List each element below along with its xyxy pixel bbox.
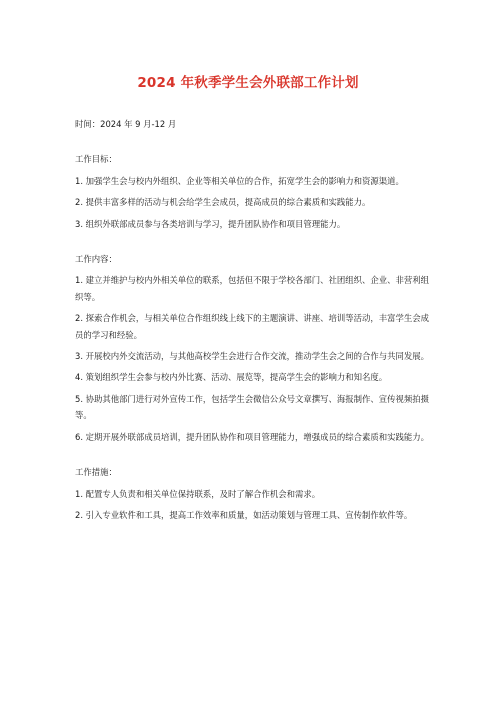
content-item: 1. 建立并维护与校内外相关单位的联系，包括但不限于学校各部门、社团组织、企业、非营利组织等。 [75, 275, 430, 302]
content-item: 4. 策划组织学生会参与校内外比赛、活动、展览等，提高学生会的影响力和知名度。 [75, 372, 388, 383]
document-body [75, 116, 431, 528]
time-range: 时间：2024 年 9 月-12 月 [75, 119, 177, 129]
measure-item: 1. 配置专人负责和相关单位保持联系，及时了解合作机会和需求。 [75, 488, 321, 499]
content-item: 3. 开展校内外交流活动，与其他高校学生会进行合作交流，推动学生会之间的合作与共同发展。 [75, 351, 430, 362]
section-heading-content: 工作内容： [75, 254, 117, 265]
goal-item: 3. 组织外联部成员参与各类培训与学习，提升团队协作和项目管理能力。 [75, 218, 346, 229]
section-spacer [75, 237, 431, 251]
goal-item: 1. 加强学生会与校内外组织、企业等相关单位的合作，拓宽学生会的影响力和资源渠道。 [75, 175, 404, 186]
content-item: 6. 定期开展外联部成员培训，提升团队协作和项目管理能力，增强成员的综合素质和实践能力。 [75, 431, 430, 442]
section-spacer [75, 450, 431, 464]
document-title: 2024 年秋季学生会外联部工作计划 [137, 75, 359, 91]
section-heading-goals: 工作目标： [75, 154, 117, 165]
content-item: 2. 探索合作机会，与相关单位合作组织线上线下的主题演讲、讲座、培训等活动，丰富学生会成员的学习和经验。 [75, 313, 430, 340]
goal-item: 2. 提供丰富多样的活动与机会给学生会成员，提高成员的综合素质和实践能力。 [75, 197, 371, 208]
section-heading-measures: 工作措施： [75, 467, 117, 478]
content-item: 5. 协助其他部门进行对外宣传工作，包括学生会微信公众号文章撰写、海报制作、宣传视频拍摄等。 [75, 393, 430, 421]
measure-item: 2. 引入专业软件和工具，提高工作效率和质量，如活动策划与管理工具、宣传制作软件等。 [75, 509, 413, 520]
